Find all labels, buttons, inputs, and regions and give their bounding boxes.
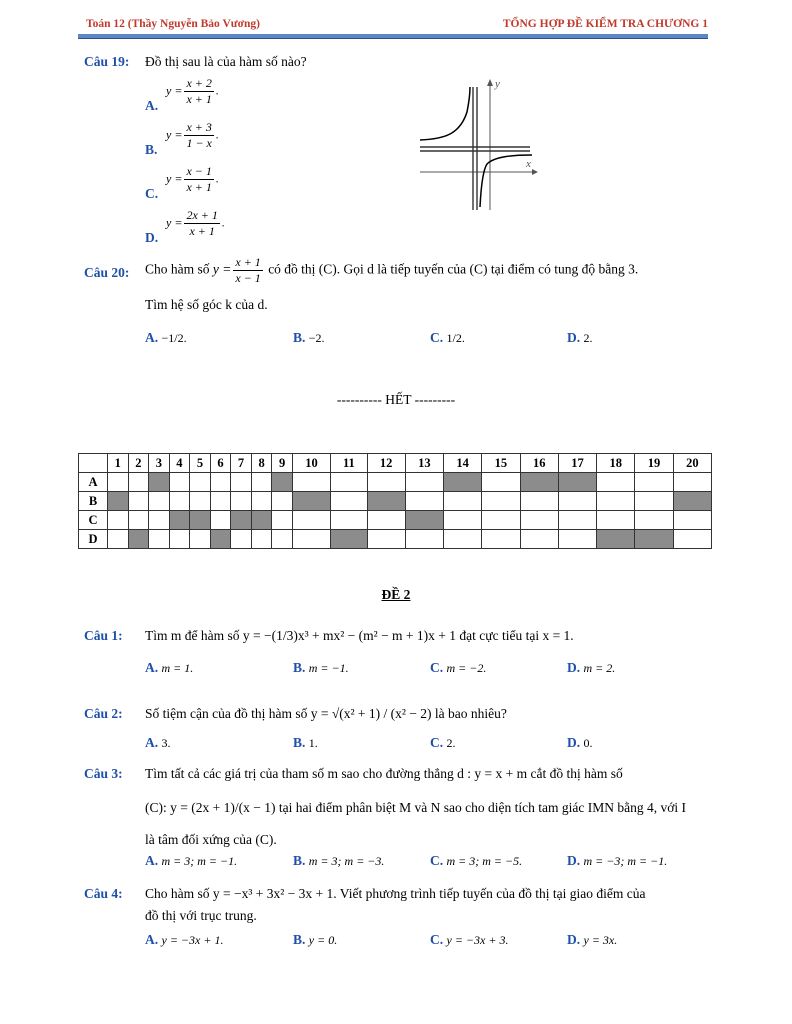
- answer-cell: [673, 473, 711, 492]
- answer-cell: [673, 530, 711, 549]
- column-header: 1: [108, 454, 129, 473]
- answer-cell: [367, 530, 405, 549]
- q20-line2: Tìm hệ số góc k của d.: [145, 297, 268, 312]
- answer-cell: [367, 473, 405, 492]
- column-header: 17: [558, 454, 596, 473]
- answer-cell: [231, 492, 252, 511]
- q20-line1: Cho hàm số y = $\frac{x + 1}{x - 1}$ có đồ thị (C). Gọi d là tiếp tuyến của (C) tại điểm có tung độ bằng 3.: [145, 255, 639, 285]
- answer-cell: [292, 473, 330, 492]
- answer-cell: [444, 530, 482, 549]
- graph-x-label: x: [526, 158, 531, 170]
- header-corner: [79, 454, 108, 473]
- answer-row: [79, 473, 712, 492]
- answer-cell: [558, 492, 596, 511]
- row-letter: A: [79, 473, 108, 492]
- answer-cell: [169, 530, 190, 549]
- q2-label: Câu 2:: [84, 706, 123, 721]
- answer-cell: [210, 530, 231, 549]
- answer-cell: [520, 473, 558, 492]
- column-header: 14: [444, 454, 482, 473]
- answer-cell: [272, 473, 293, 492]
- answer-cell: [405, 530, 443, 549]
- answer-cell: [210, 492, 231, 511]
- answer-cell: [520, 492, 558, 511]
- column-header: 15: [482, 454, 520, 473]
- answer-cell: [331, 511, 367, 530]
- answer-cell: [149, 492, 170, 511]
- answer-cell: [108, 473, 129, 492]
- q3-line2: (C): y = (2x + 1)/(x − 1) tại hai điểm phân biệt M và N sao cho diện tích tam giác IMN bằng 4, với I: [145, 800, 686, 815]
- q3-line3: là tâm đối xứng của (C).: [145, 832, 277, 847]
- answer-cell: [635, 473, 673, 492]
- answer-cell: [292, 492, 330, 511]
- column-header: 3: [149, 454, 170, 473]
- column-header: 2: [128, 454, 149, 473]
- answer-cell: [597, 473, 635, 492]
- answer-cell: [128, 511, 149, 530]
- answer-cell: [673, 492, 711, 511]
- column-header: 4: [169, 454, 190, 473]
- answer-cell: [444, 511, 482, 530]
- column-header: 18: [597, 454, 635, 473]
- column-header: 7: [231, 454, 252, 473]
- answer-cell: [231, 473, 252, 492]
- answer-cell: [190, 530, 211, 549]
- answer-cell: [292, 511, 330, 530]
- q3-line1: Tìm tất cả các giá trị của tham số m sao cho đường thẳng d : y = x + m cắt đồ thị hàm số: [145, 766, 623, 781]
- answer-cell: [128, 473, 149, 492]
- column-header: 11: [331, 454, 367, 473]
- q4-label: Câu 4:: [84, 886, 123, 901]
- answer-cell: [251, 473, 272, 492]
- answer-cell: [108, 511, 129, 530]
- answer-cell: [635, 492, 673, 511]
- answer-table-header: [79, 454, 712, 473]
- column-header: 9: [272, 454, 293, 473]
- header-left: Toán 12 (Thầy Nguyễn Bảo Vương): [86, 18, 260, 30]
- answer-cell: [597, 511, 635, 530]
- answer-row: [79, 492, 712, 511]
- row-letter: C: [79, 511, 108, 530]
- answer-cell: [190, 511, 211, 530]
- answer-cell: [635, 511, 673, 530]
- column-header: 19: [635, 454, 673, 473]
- answer-cell: [108, 530, 129, 549]
- answer-cell: [251, 511, 272, 530]
- answer-cell: [597, 530, 635, 549]
- column-header: 16: [520, 454, 558, 473]
- q1-label: Câu 1:: [84, 628, 123, 643]
- answer-cell: [108, 492, 129, 511]
- answer-cell: [272, 530, 293, 549]
- q4-line1: Cho hàm số y = −x³ + 3x² − 3x + 1. Viết phương trình tiếp tuyến của đồ thị tại giao điểm của: [145, 886, 646, 901]
- column-header: 12: [367, 454, 405, 473]
- answer-cell: [558, 530, 596, 549]
- row-letter: B: [79, 492, 108, 511]
- q1-text: Tìm m để hàm số y = −(1/3)x³ + mx² − (m² − m + 1)x + 1 đạt cực tiểu tại x = 1.: [145, 628, 574, 643]
- answer-cell: [367, 511, 405, 530]
- answer-cell: [331, 492, 367, 511]
- q20-label: Câu 20:: [84, 265, 130, 280]
- answer-cell: [331, 530, 367, 549]
- answer-cell: [482, 530, 520, 549]
- header-right: TỔNG HỢP ĐỀ KIỂM TRA CHƯƠNG 1: [502, 18, 708, 30]
- answer-cell: [251, 492, 272, 511]
- answer-cell: [597, 492, 635, 511]
- answer-cell: [210, 511, 231, 530]
- answer-cell: [367, 492, 405, 511]
- answer-cell: [444, 492, 482, 511]
- answer-cell: [482, 492, 520, 511]
- answer-cell: [149, 530, 170, 549]
- page-header: [78, 14, 708, 34]
- answer-cell: [190, 492, 211, 511]
- answer-cell: [128, 492, 149, 511]
- answer-cell: [405, 473, 443, 492]
- answer-row: [79, 511, 712, 530]
- answer-cell: [520, 530, 558, 549]
- header-divider: [78, 34, 708, 39]
- answer-cell: [169, 511, 190, 530]
- answer-cell: [169, 492, 190, 511]
- column-header: 6: [210, 454, 231, 473]
- answer-row: [79, 530, 712, 549]
- answer-cell: [231, 530, 252, 549]
- answer-cell: [272, 511, 293, 530]
- column-header: 5: [190, 454, 211, 473]
- answer-cell: [673, 511, 711, 530]
- q2-text: Số tiệm cận của đồ thị hàm số y = √(x² + 1) / (x² − 2) là bao nhiêu?: [145, 706, 507, 721]
- end-marker: ---------- HẾT ---------: [336, 392, 456, 407]
- column-header: 10: [292, 454, 330, 473]
- graph-y-label: y: [495, 78, 500, 90]
- answer-cell: [272, 492, 293, 511]
- q19-label: Câu 19:: [84, 54, 130, 69]
- answer-cell: [190, 473, 211, 492]
- column-header: 8: [251, 454, 272, 473]
- answer-cell: [520, 511, 558, 530]
- column-header: 20: [673, 454, 711, 473]
- answer-cell: [635, 530, 673, 549]
- answer-cell: [231, 511, 252, 530]
- answer-cell: [558, 473, 596, 492]
- answer-cell: [482, 511, 520, 530]
- answer-cell: [444, 473, 482, 492]
- answer-cell: [251, 530, 272, 549]
- column-header: 13: [405, 454, 443, 473]
- row-letter: D: [79, 530, 108, 549]
- answer-cell: [128, 530, 149, 549]
- answer-cell: [558, 511, 596, 530]
- answer-cell: [405, 511, 443, 530]
- answer-cell: [169, 473, 190, 492]
- q19-text: Đồ thị sau là của hàm số nào?: [145, 54, 307, 69]
- answer-cell: [331, 473, 367, 492]
- answer-cell: [482, 473, 520, 492]
- answer-table: [78, 453, 712, 549]
- answer-cell: [405, 492, 443, 511]
- q3-label: Câu 3:: [84, 766, 123, 781]
- q19-graph: [415, 72, 540, 212]
- answer-cell: [210, 473, 231, 492]
- answer-cell: [149, 473, 170, 492]
- q4-line2: đồ thị với trục trung.: [145, 908, 257, 923]
- section-title: ĐỀ 2: [381, 587, 411, 602]
- answer-cell: [292, 530, 330, 549]
- answer-cell: [149, 511, 170, 530]
